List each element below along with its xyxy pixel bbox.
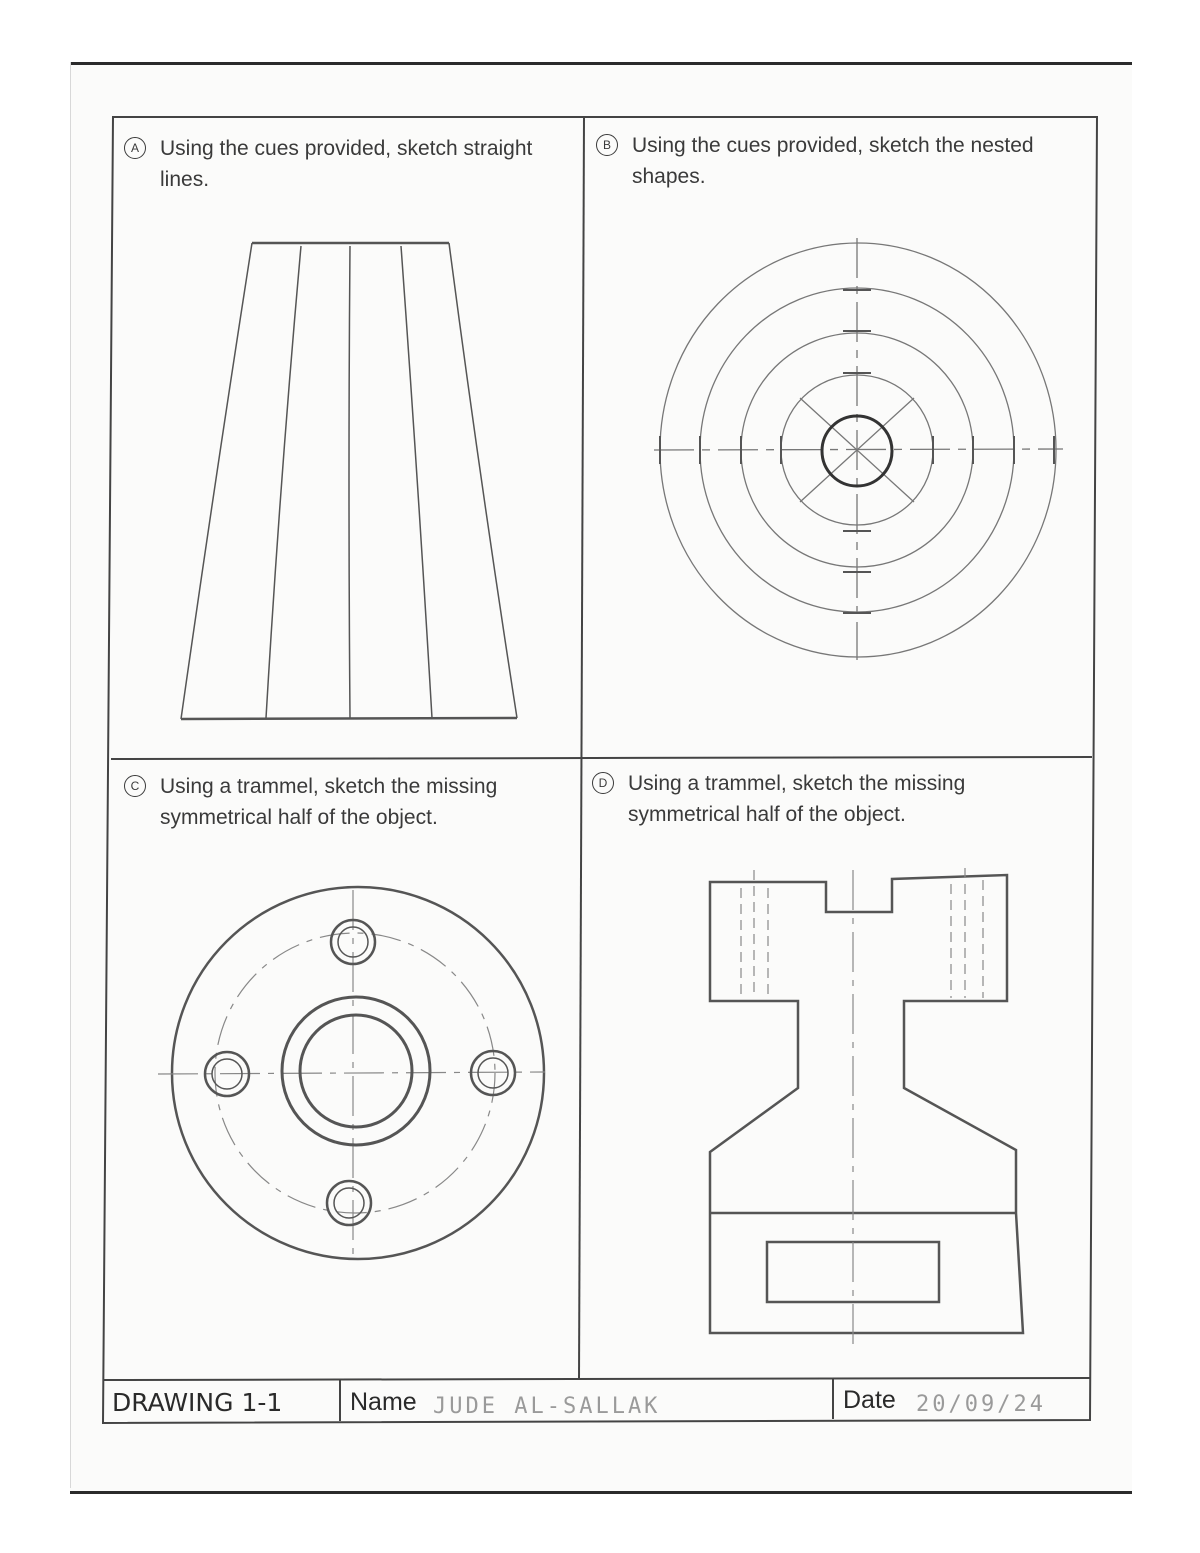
trapezoid-left-edge [181, 243, 252, 719]
name-value: JUDE AL-SALLAK [433, 1394, 661, 1419]
instruction-b-line1: Using the cues provided, sketch the nested [632, 134, 1034, 157]
trapezoid-bottom-edge [181, 718, 517, 719]
bolt-hole-bottom [327, 1181, 371, 1225]
hub-bore [300, 1015, 412, 1127]
letter-a-badge: A [124, 137, 146, 159]
instruction-a-line1: Using the cues provided, sketch straight [160, 137, 533, 160]
instruction-d-line2: symmetrical half of the object. [628, 803, 906, 826]
panel-d-object [710, 868, 1023, 1352]
object-outline [710, 875, 1023, 1333]
drawing-number: DRAWING 1-1 [112, 1388, 283, 1417]
letter-d-badge: D [592, 772, 614, 794]
instruction-b-line2: shapes. [632, 165, 706, 188]
instruction-c-line1: Using a trammel, sketch the missing [160, 775, 498, 798]
instruction-d [598, 768, 966, 830]
trapezoid-divider-1 [266, 246, 301, 718]
panel-c-flange [158, 887, 545, 1259]
instruction-a [130, 133, 533, 195]
trapezoid-divider-3 [401, 246, 432, 718]
trapezoid-right-edge [449, 243, 517, 718]
letter-b-badge: B [596, 134, 618, 156]
date-value: 20/09/24 [916, 1392, 1046, 1417]
panel-a-trapezoid [181, 243, 517, 719]
hub-outer [282, 997, 430, 1145]
instruction-c [130, 771, 498, 833]
instruction-a-line2: lines. [160, 168, 210, 191]
trapezoid-divider-2 [349, 246, 350, 718]
panel-b-nested-shapes [654, 238, 1063, 660]
instruction-d-line1: Using a trammel, sketch the missing [628, 772, 966, 795]
instruction-c-line2: symmetrical half of the object. [160, 806, 438, 829]
bolt-hole-right [471, 1051, 515, 1095]
instruction-b [602, 130, 1034, 192]
date-label: Date [843, 1386, 896, 1414]
name-label: Name [350, 1388, 417, 1416]
letter-c-badge: C [124, 775, 146, 797]
